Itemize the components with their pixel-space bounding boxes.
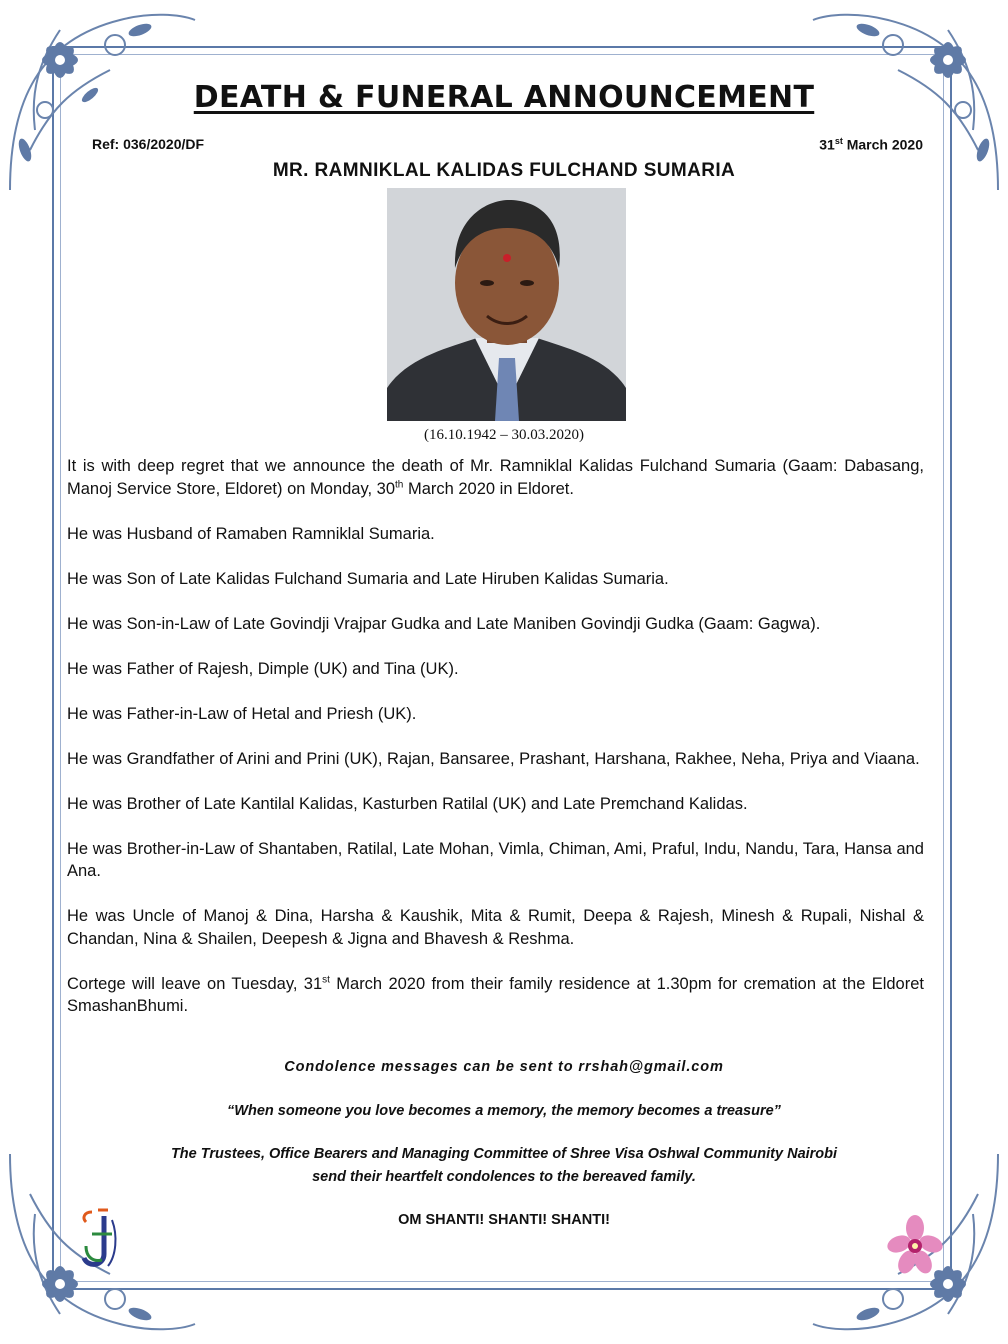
- paragraph-grandfather: He was Grandfather of Arini and Prini (UK), Rajan, Bansaree, Prashant, Harshana, Rakhee, Neha, Priya and Viaana.: [67, 749, 920, 768]
- deceased-name: MR. RAMNIKLAL KALIDAS FULCHAND SUMARIA: [272, 160, 736, 181]
- paragraph-brother: He was Brother of Late Kantilal Kalidas, Kasturben Ratilal (UK) and Late Premchand Kalidas.: [67, 794, 748, 813]
- portrait-photo: [387, 188, 626, 421]
- life-dates: (16.10.1942 – 30.03.2020): [424, 427, 584, 443]
- paragraph-husband: He was Husband of Ramaben Ramniklal Sumaria.: [67, 524, 435, 543]
- announcement-date: 31st March 2020: [819, 136, 923, 153]
- trustees-line-1: The Trustees, Office Bearers and Managing Committee of Shree Visa Oshwal Community Nairobi: [170, 1146, 838, 1162]
- community-logo-icon: [78, 1206, 120, 1274]
- paragraph-father: He was Father of Rajesh, Dimple (UK) and Tina (UK).: [67, 659, 459, 678]
- trustees-line-2: send their heartfelt condolences to the bereaved family.: [312, 1169, 696, 1185]
- memorial-quote: “When someone you love becomes a memory, the memory becomes a treasure”: [227, 1103, 781, 1119]
- trustees-message: [0, 1143, 1008, 1189]
- announcement-body: [67, 455, 924, 1040]
- paragraph-son: He was Son of Late Kalidas Fulchand Sumaria and Late Hiruben Kalidas Sumaria.: [67, 569, 669, 588]
- paragraph-death: It is with deep regret that we announce the death of Mr. Ramniklal Kalidas Fulchand Sumaria (Gaam: Dabasang, Manoj Service Store, Eldoret) on Monday, 30th March 2020 in Eldoret.: [67, 457, 924, 498]
- condolence-contact: Condolence messages can be sent to rrshah@gmail.com: [284, 1059, 724, 1075]
- orchid-flower-icon: [887, 1214, 943, 1278]
- paragraph-brother-in-law: He was Brother-in-Law of Shantaben, Ratilal, Late Mohan, Vimla, Chiman, Ami, Praful, Indu, Nandu, Tara, Hansa and Ana.: [67, 839, 924, 880]
- page-title: DEATH & FUNERAL ANNOUNCEMENT: [193, 80, 815, 115]
- paragraph-father-in-law: He was Father-in-Law of Hetal and Priesh (UK).: [67, 704, 417, 723]
- paragraph-cortege: Cortege will leave on Tuesday, 31st March 2020 from their family residence at 1.30pm for cremation at the Eldoret SmashanBhumi.: [67, 974, 924, 1015]
- paragraph-uncle: He was Uncle of Manoj & Dina, Harsha & Kaushik, Mita & Rumit, Deepa & Rajesh, Minesh & Rupali, Nishal & Chandan, Nina & Shailen, Deepesh & Jigna and Bhavesh & Reshma.: [67, 907, 924, 948]
- reference-number: Ref: 036/2020/DF: [92, 136, 205, 152]
- paragraph-son-in-law: He was Son-in-Law of Late Govindji Vrajpar Gudka and Late Maniben Govindji Gudka (Gaam: Gagwa).: [67, 614, 821, 633]
- om-shanti: OM SHANTI! SHANTI! SHANTI!: [398, 1212, 610, 1228]
